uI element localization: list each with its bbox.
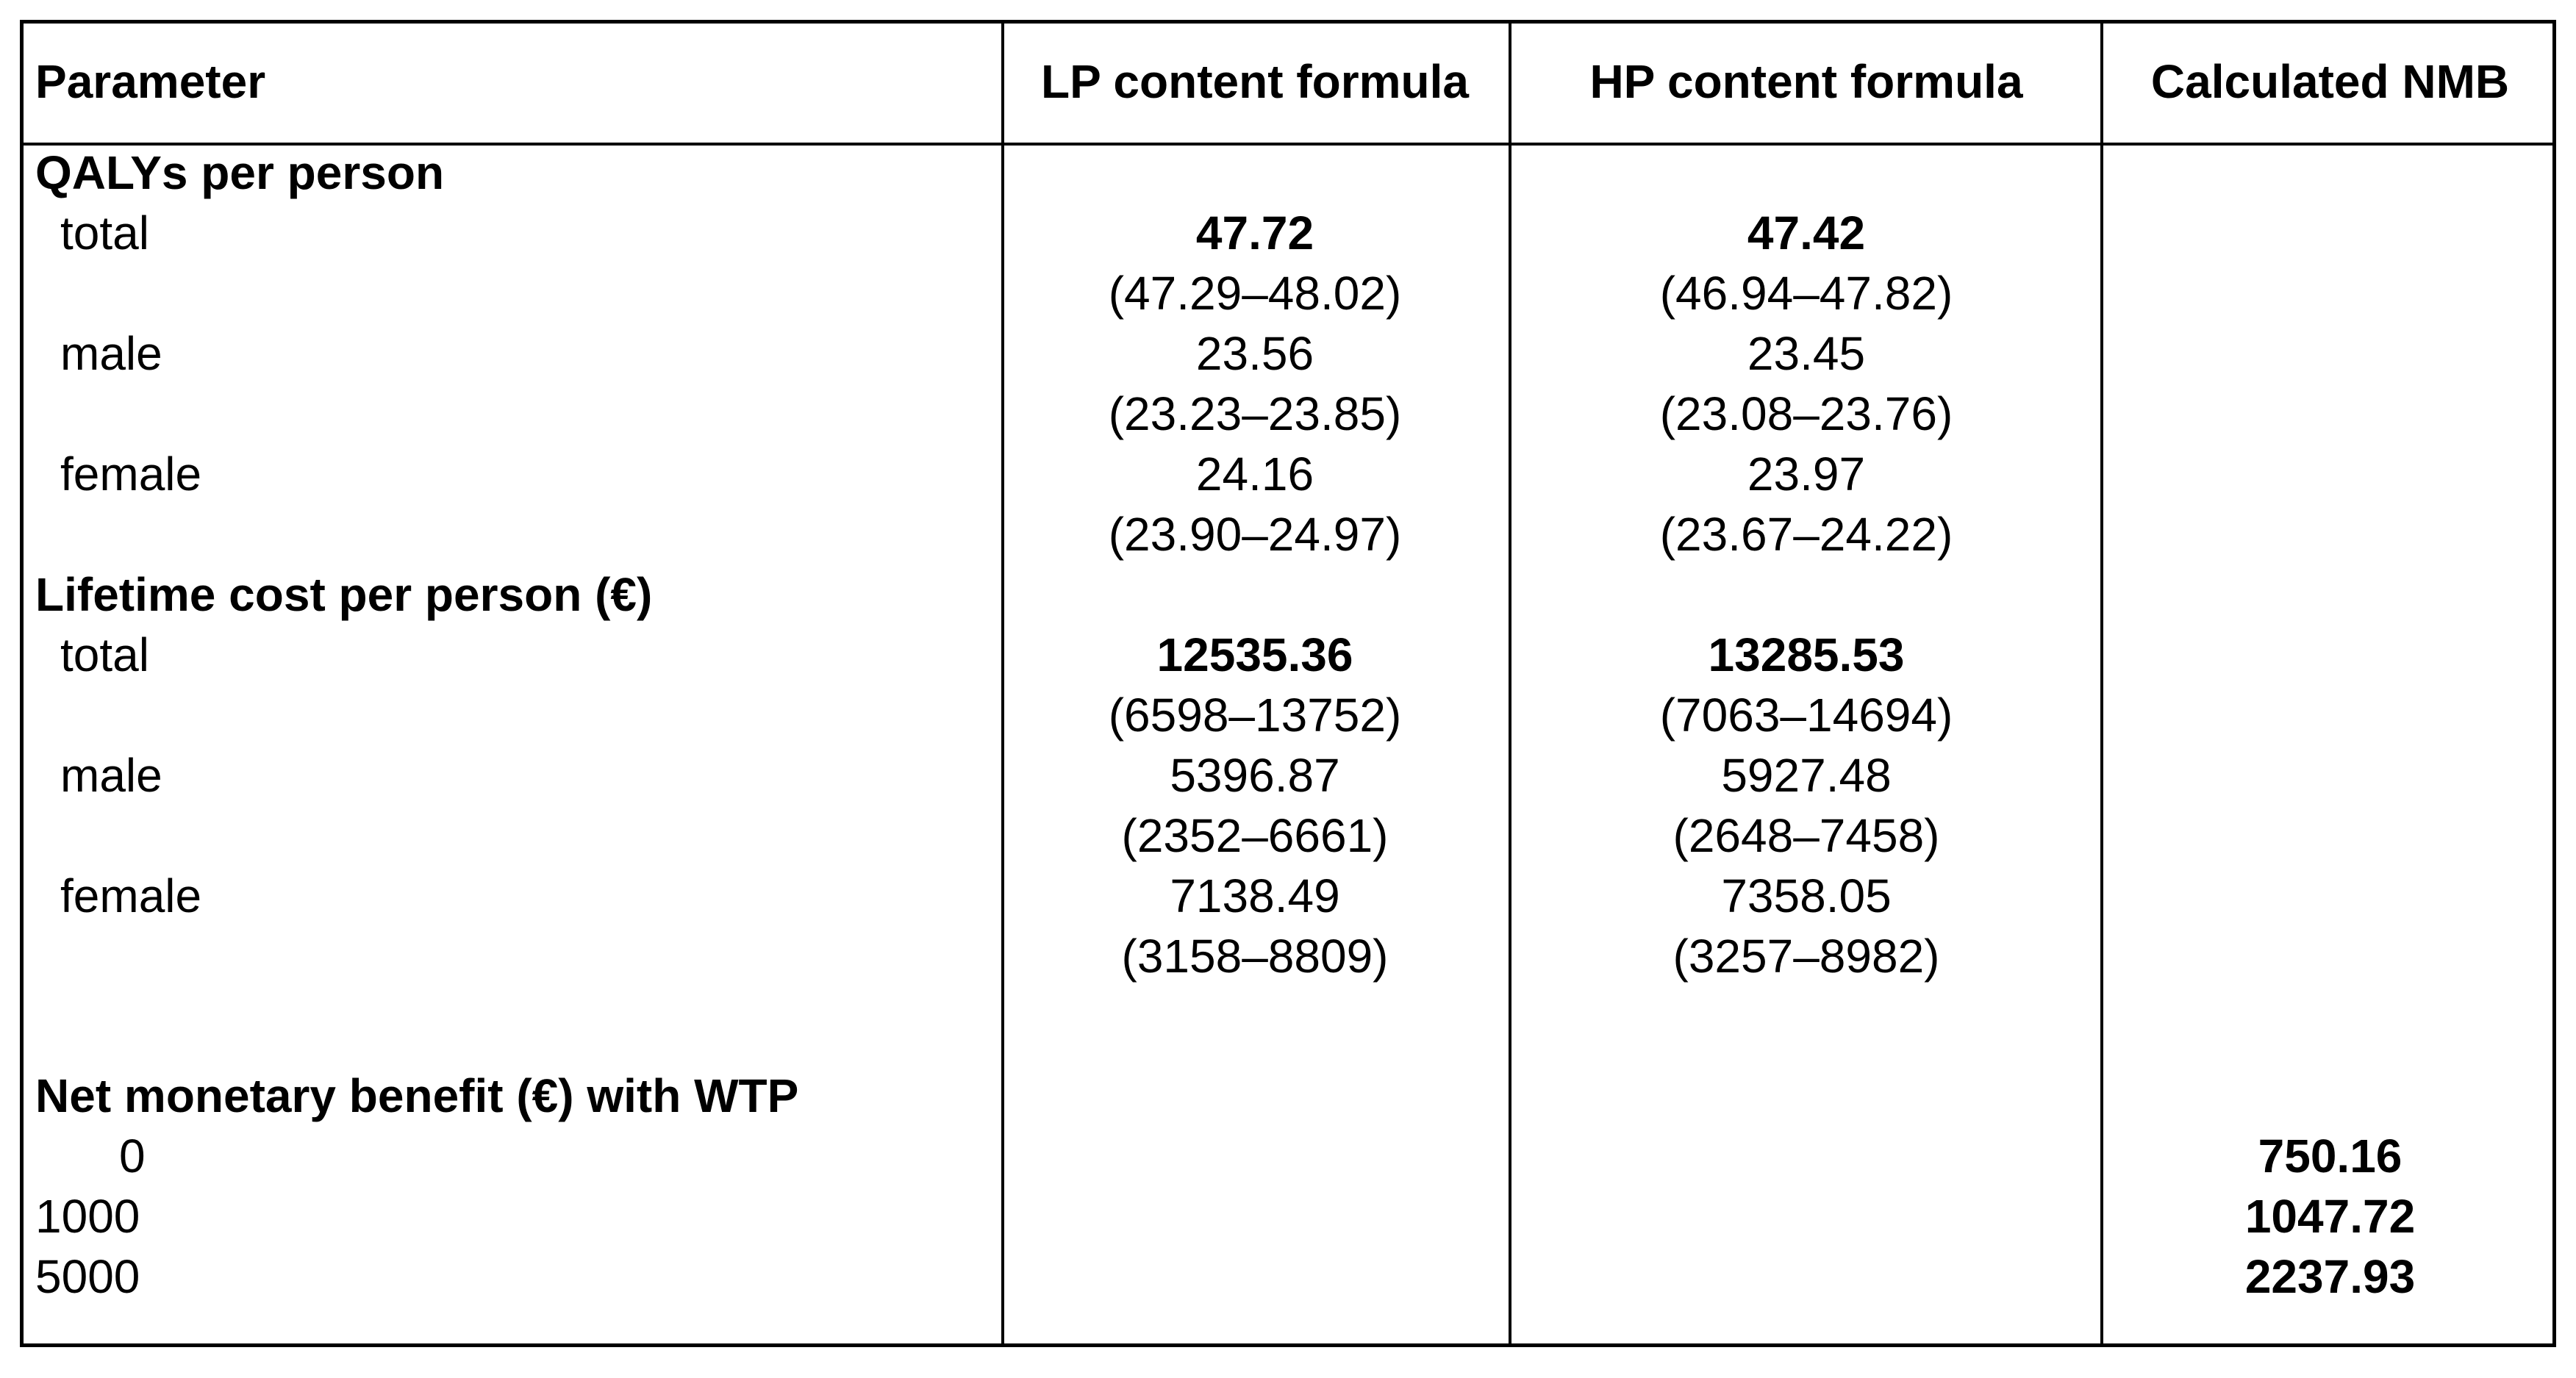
row-label: male	[60, 327, 162, 380]
row-label: total	[60, 628, 149, 681]
wtp-value: 0	[119, 1130, 146, 1183]
lp-range: (23.23–23.85)	[1108, 387, 1402, 440]
hp-range: (23.67–24.22)	[1659, 508, 1953, 561]
nmb-value: 2237.93	[2244, 1250, 2416, 1303]
lp-value: 47.72	[1195, 207, 1314, 259]
hp-range: (23.08–23.76)	[1659, 387, 1953, 440]
lp-range: (2352–6661)	[1121, 809, 1389, 862]
header-lp-formula: LP content formula	[1041, 55, 1469, 108]
hp-range: (46.94–47.82)	[1659, 267, 1953, 320]
row-label: female	[60, 869, 202, 922]
row-label: total	[60, 207, 149, 259]
lp-range: (6598–13752)	[1108, 689, 1402, 742]
lp-value: 5396.87	[1170, 749, 1340, 802]
lp-range: (23.90–24.97)	[1108, 508, 1402, 561]
hp-value: 23.97	[1747, 448, 1866, 500]
section-lifetime-cost: Lifetime cost per person (€)	[35, 568, 653, 621]
hp-range: (3257–8982)	[1672, 930, 1940, 983]
lp-value: 23.56	[1195, 327, 1314, 380]
row-label: female	[60, 448, 202, 500]
hp-range: (2648–7458)	[1672, 809, 1940, 862]
wtp-value: 1000	[35, 1190, 140, 1243]
hp-value: 7358.05	[1721, 869, 1892, 922]
column-divider	[1509, 24, 1511, 1343]
lp-value: 7138.49	[1170, 869, 1340, 922]
hp-range: (7063–14694)	[1659, 689, 1953, 742]
results-table	[20, 20, 2556, 1347]
nmb-value: 750.16	[2258, 1130, 2403, 1183]
row-label: male	[60, 749, 162, 802]
lp-value: 24.16	[1195, 448, 1314, 500]
header-calculated-nmb: Calculated NMB	[2150, 55, 2510, 108]
header-hp-formula: HP content formula	[1589, 55, 2023, 108]
hp-value: 5927.48	[1721, 749, 1892, 802]
hp-value: 47.42	[1747, 207, 1866, 259]
section-net-monetary-benefit: Net monetary benefit (€) with WTP	[35, 1069, 799, 1122]
header-parameter: Parameter	[35, 55, 266, 108]
lp-range: (47.29–48.02)	[1108, 267, 1402, 320]
lp-value: 12535.36	[1156, 628, 1353, 681]
column-divider	[2100, 24, 2103, 1343]
section-qalys: QALYs per person	[35, 146, 445, 199]
hp-value: 23.45	[1747, 327, 1866, 380]
lp-range: (3158–8809)	[1121, 930, 1389, 983]
hp-value: 13285.53	[1708, 628, 1905, 681]
nmb-value: 1047.72	[2244, 1190, 2416, 1243]
wtp-value: 5000	[35, 1250, 140, 1303]
